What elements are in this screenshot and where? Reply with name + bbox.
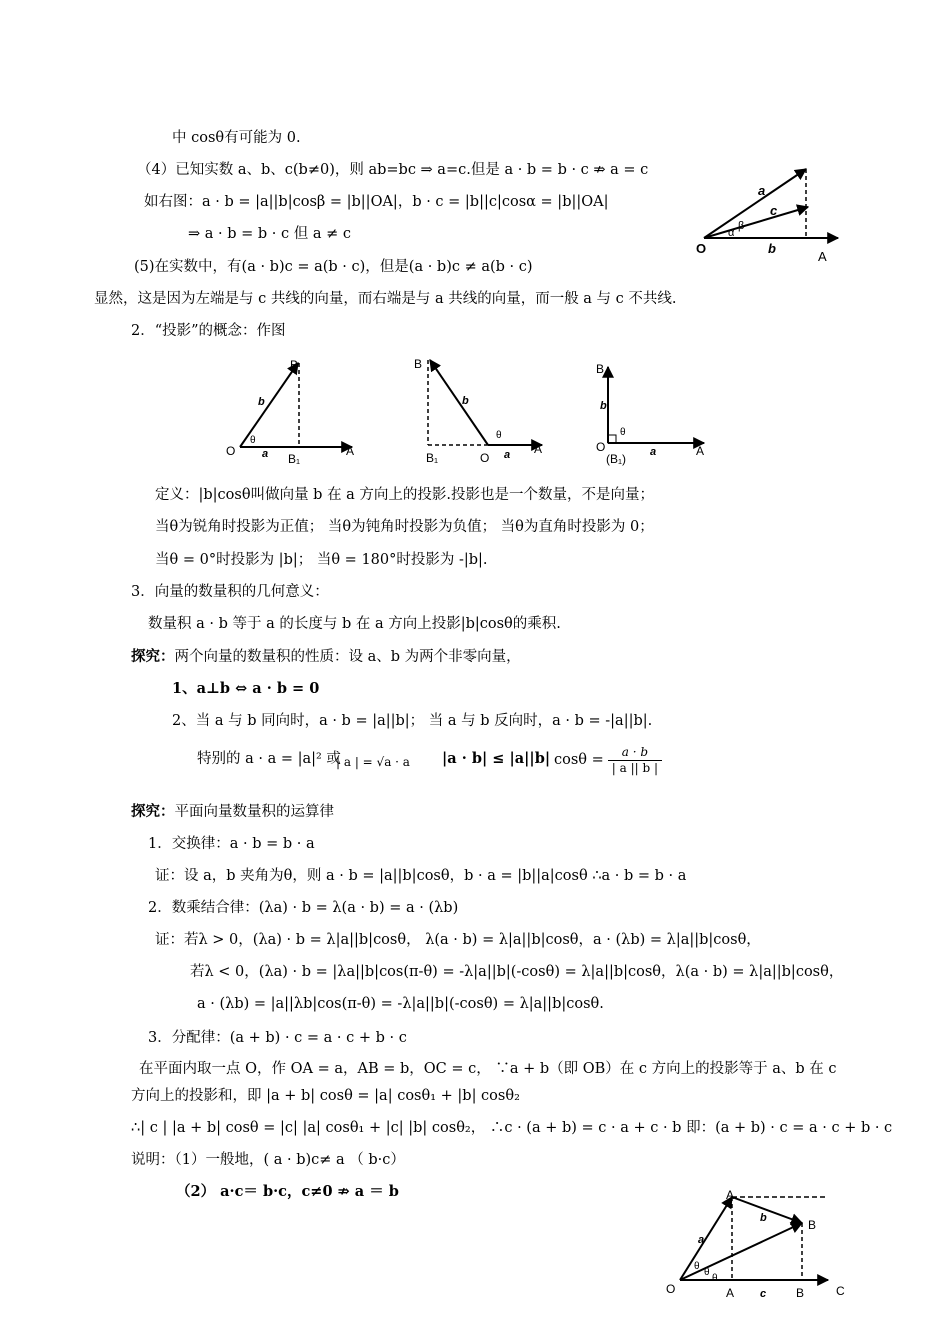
label-b: b [462,395,469,407]
label-a: a [262,448,269,460]
label-b-point: B [596,362,605,376]
explore-label: 探究： [131,648,175,665]
text-line-25: 在平面内取一点 O，作 OA = a，AB = b，OC = c， ∵a + b（即 OB）在 c 方向上的投影等于 a、b 在 c [139,1061,837,1077]
law-commutative: 1．交换律：a · b = b · a [148,836,315,852]
proof-scalar-3: a · (λb) = |a||λb|cos(π-θ) = -λ|a||b|(-cosθ) = λ|a||b|cosθ. [197,996,604,1012]
label-ob1: (B₁) [606,452,627,466]
label-b: b [600,400,607,412]
text-line-26: 方向上的投影和，即 |a + b| cosθ = |a| cosθ₁ + |b| cosθ₂ [131,1088,520,1104]
label-b: b [760,1212,767,1224]
label-b: b [768,241,776,256]
property-2: 2、当 a 与 b 同向时，a · b = |a||b|； 当 a 与 b 反向时，a · b = -|a||b|. [172,713,653,729]
text-line-9: 当θ为锐角时投影为正值； 当θ为钝角时投影为负值； 当θ为直角时投影为 0； [155,519,654,535]
label-o: O [596,440,606,454]
text-line-3: 如右图：a · b = |a||b|cosβ = |b||OA|，b · c = |b||c|cosα = |b||OA| [144,194,609,210]
label-o: O [480,451,490,465]
label-c: c [760,1288,767,1300]
label-b1: B₁ [426,451,439,465]
label-a-point: A [534,442,543,456]
text-line-27: ∴| c | |a + b| cosθ = |c| |a| cosθ₁ + |c| |b| cosθ₂， ∴c · (a + b) = c · a + c · b 即：(a + b) · c = a · c + b · c [131,1120,893,1136]
text-line-16a: 特别的 a · a = |a|² 或 [197,751,341,767]
vector-b [732,1197,802,1223]
label-b: b [258,396,265,408]
figure-distributive-law [660,1185,850,1310]
label-c: c [770,203,778,218]
label-b-point: B [808,1218,817,1232]
text-line-12: 数量积 a · b 等于 a 的长度与 b 在 a 方向上投影|b|cosθ的乘积. [148,616,561,632]
figure-projection-acute [222,355,362,470]
figure-vectors-abc [690,155,850,265]
cos-fraction [608,745,662,776]
label-a-point: A [346,444,355,458]
text-line-5: (5)在实数中，有(a · b)c = a(b · c)，但是(a · b)c ≠ a(b · c) [134,259,533,275]
text-line-6: 显然，这是因为左端是与 c 共线的向量，而右端是与 a 共线的向量，而一般 a 与 c 不共线. [94,291,677,307]
figure-projection-right [590,355,720,470]
vector-c [704,207,808,238]
label-o: O [666,1282,676,1296]
label-b1: B₁ [288,452,301,466]
label-a-point: A [726,1188,735,1202]
label-theta1: θ [704,1267,710,1278]
label-b-point: B [414,357,423,371]
label-b-bottom: B [796,1286,805,1300]
proof-commutative: 证：设 a，b 夹角为θ，则 a · b = |a||b|cosθ，b · a = |b||a|cosθ ∴a · b = b · a [155,868,687,884]
label-a: a [504,449,511,461]
label-theta: θ [620,427,626,438]
figure-projection-obtuse [410,350,550,470]
label-a: a [758,183,766,198]
label-theta2: θ [712,1273,718,1284]
cos-label: cosθ = [554,752,604,768]
text-line-1: 中 cosθ有可能为 0. [172,130,301,146]
law-scalar: 2．数乘结合律：(λa) · b = λ(a · b) = a · (λb) [148,900,459,916]
label-theta: θ [250,435,256,446]
explore-body: 两个向量的数量积的性质：设 a、b 为两个非零向量， [174,649,521,665]
label-o: O [696,241,707,256]
text-line-17 [131,802,334,822]
label-a: a [650,446,657,458]
cos-numerator: a · b [608,745,662,761]
vector-b [430,360,488,445]
proof-scalar-1: 证：若λ > 0，(λa) · b = λ|a||b|cosθ， λ(a · b) = λ|a||b|cosθ，a · (λb) = λ|a||b|cosθ， [155,932,761,948]
vector-b [240,363,298,447]
section-heading-projection: 2．“投影”的概念：作图 [131,323,286,339]
label-a-end: A [818,249,827,264]
vector-a [704,169,806,238]
text-line-definition: 定义：|b|cosθ叫做向量 b 在 a 方向上的投影.投影也是一个数量，不是向量； [155,487,655,503]
section-heading-geometric: 3．向量的数量积的几何意义： [131,584,329,600]
label-c-point: C [836,1284,845,1298]
label-alpha: α [728,227,735,239]
text-line-29: （2） a·c＝ b·c，c≠0 ⇏ a ＝ b [176,1183,399,1200]
label-theta: θ [694,1261,700,1272]
cos-denominator: | a || b | [611,760,659,775]
formula-inequality: |a · b| ≤ |a||b| [442,750,551,767]
formula-cos [554,742,662,778]
property-1: 1、a⊥b ⇔ a · b = 0 [172,680,320,697]
explore-body-2: 平面向量数量积的运算律 [174,804,334,820]
label-a: a [698,1234,705,1246]
text-line-10: 当θ = 0°时投影为 |b|； 当θ = 180°时投影为 -|b|. [155,552,488,568]
label-theta: θ [496,430,502,441]
text-line-28: 说明：（1）一般地，( a · b)c≠ a （ b·c） [131,1152,405,1168]
text-line-4: ⇒ a · b = b · c 但 a ≠ c [188,226,351,242]
right-angle-mark [608,435,616,443]
label-a-point: A [696,444,705,458]
text-line-13 [131,647,521,667]
label-a-bottom: A [726,1286,735,1300]
proof-scalar-2: 若λ < 0，(λa) · b = |λa||b|cos(π-θ) = -λ|a||b|(-cosθ) = λ|a||b|cosθ，λ(a · b) = λ|a||b|cosθ， [190,964,844,980]
formula-modulus: | a | = √a · a [336,755,410,769]
label-b-point: B [290,358,299,372]
label-beta: β [738,220,745,232]
text-line-2: （4）已知实数 a、b、c(b≠0)，则 ab=bc ⇒ a=c.但是 a · b = b · c ⇏ a = c [137,162,649,178]
explore-label-2: 探究： [131,803,175,820]
label-o: O [226,444,236,458]
law-distributive: 3．分配律：(a + b) · c = a · c + b · c [148,1030,407,1046]
